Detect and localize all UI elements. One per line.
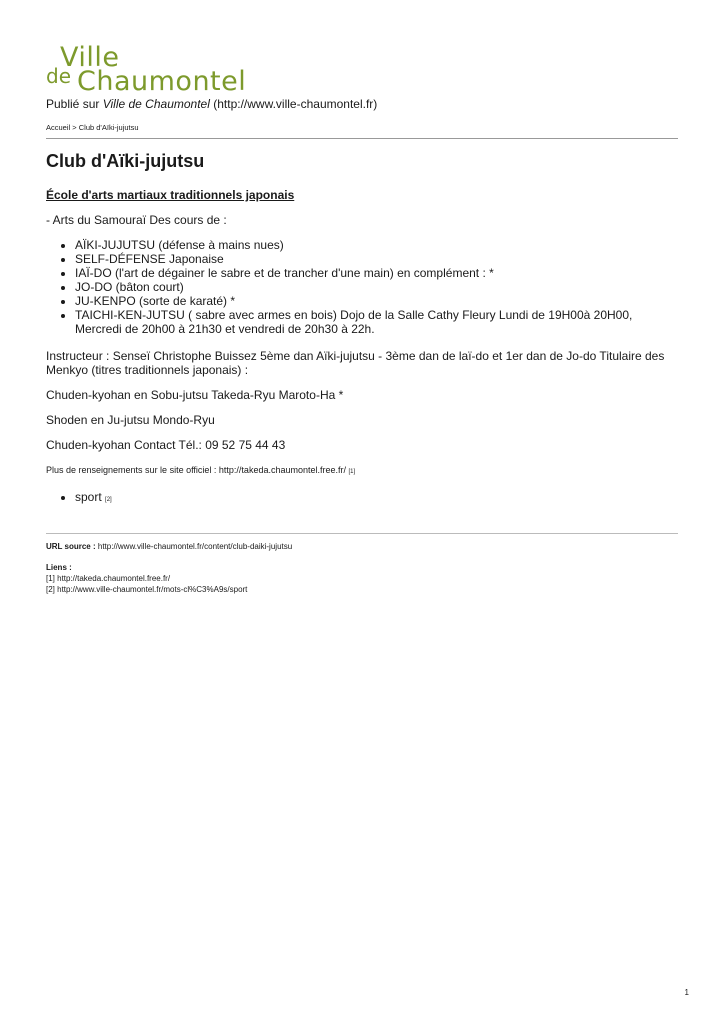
header-divider — [46, 138, 678, 139]
article-subtitle: École d'arts martiaux traditionnels japonais — [46, 188, 295, 202]
ref-1: [1] — [348, 469, 356, 475]
logo-text-ville: Ville — [60, 42, 120, 73]
page-number: 1 — [684, 988, 689, 997]
more-info-prefix: Plus de renseignements sur le site officiel : — [46, 465, 219, 475]
intro-text: - Arts du Samouraï Des cours de : — [46, 213, 227, 227]
course-item: • JU-KENPO (sorte de karaté) * — [75, 294, 678, 308]
instructor-text: Instructeur : Senseï Christophe Buissez 5ème dan Aïki-jujutsu - 3ème dan de laï-do et 1er dan de Jo-do Titulaire des Menkyo (titres traditionnels japonais) : — [46, 349, 665, 377]
contact-text: Chuden-kyohan Contact Tél.: 09 52 75 44 43 — [46, 438, 286, 452]
ref-2: [2] — [105, 497, 112, 503]
link-ref-2: [2] http://www.ville-chaumontel.fr/mots-cl%C3%A9s/sport — [46, 585, 248, 594]
tag-item — [75, 490, 678, 507]
article-body — [46, 188, 678, 520]
breadcrumb-separator: > — [70, 123, 79, 132]
instructor-title-2: Shoden en Ju-jutsu Mondo-Ryu — [46, 413, 215, 427]
published-prefix: Publié sur — [46, 97, 103, 111]
published-on — [46, 97, 377, 111]
course-item: • JO-DO (bâton court) — [75, 280, 678, 294]
links-label: Liens : — [46, 563, 72, 572]
source-url-link[interactable]: http://www.ville-chaumontel.fr/content/club-daiki-jujutsu — [97, 542, 293, 551]
instructor-title-1: Chuden-kyohan en Sobu-jutsu Takeda-Ryu Maroto-Ha * — [46, 388, 344, 402]
footer — [46, 541, 678, 595]
site-url-link[interactable]: http://www.ville-chaumontel.fr — [217, 97, 374, 111]
more-info — [46, 463, 678, 479]
course-list — [46, 238, 678, 336]
breadcrumb-current: Club d'Aïki-jujutsu — [78, 123, 139, 132]
course-item: • SELF-DÉFENSE Japonaise — [75, 252, 678, 266]
tag-list — [46, 490, 678, 507]
logo-text-de: de — [46, 64, 71, 88]
breadcrumb — [46, 123, 139, 132]
site-name: Ville de Chaumontel — [102, 97, 210, 111]
site-logo[interactable] — [46, 42, 247, 97]
footer-divider — [46, 533, 678, 534]
course-item: • AÏKI-JUJUTSU (défense à mains nues) — [75, 238, 678, 252]
close-paren: ) — [373, 97, 378, 111]
link-ref-1: [1] http://takeda.chaumontel.free.fr/ — [46, 574, 171, 583]
page-title: Club d'Aïki-jujutsu — [46, 151, 205, 171]
source-line — [46, 541, 678, 552]
course-item: • IAÏ-DO (l'art de dégainer le sabre et de trancher d'une main) en complément : * — [75, 266, 678, 280]
official-site-link[interactable]: http://takeda.chaumontel.free.fr/ — [218, 465, 346, 475]
open-paren: ( — [209, 97, 218, 111]
course-item: • TAICHI-KEN-JUTSU ( sabre avec armes en bois) Dojo de la Salle Cathy Fleury Lundi de 19H00à 20H00, Mercredi de 20h00 à 21h30 et vendredi de 20h30 à 22h. — [75, 308, 678, 336]
tag-sport-link[interactable]: sport — [75, 490, 102, 504]
breadcrumb-home-link[interactable]: Accueil — [46, 123, 71, 132]
source-label: URL source : — [46, 542, 96, 551]
logo-text-chaumontel: Chaumontel — [77, 66, 247, 97]
